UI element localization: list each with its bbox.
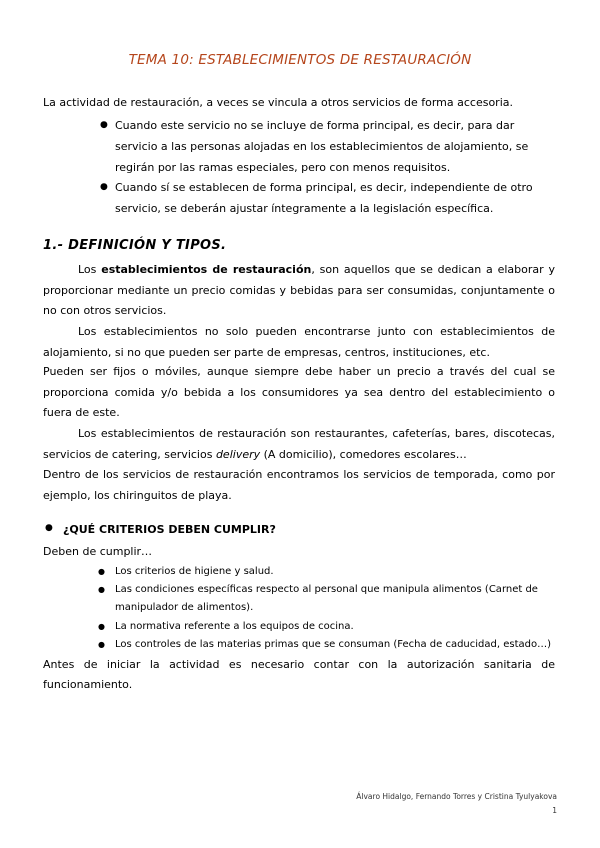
definition-keyword: establecimientos de restauración [101, 263, 312, 276]
closing-paragraph: Antes de iniciar la actividad es necesario contar con la autorización sanitaria de funcionamiento. [43, 658, 555, 691]
definition-text-end: , son aquellos que se dedican a elaborar y proporcionar mediante un precio comidas y bebidas para ser consumidas, conjuntamente o no con otros servicios. [43, 263, 555, 318]
types-text-end: (A domicilio), comedores escolares… [260, 447, 467, 461]
bullet-icon: ● [98, 640, 105, 649]
criteria-item-4: Los controles de las materias primas que se consuman (Fecha de caducidad, estado…) [115, 639, 551, 650]
criteria-item-2: Las condiciones específicas respecto al personal que manipula alimentos (Carnet de manipulador de alimentos). [115, 584, 538, 613]
types-text-start: Los establecimientos de restauración son restaurantes, cafeterías, bares, discotecas, servicios de catering, servicios [43, 427, 555, 461]
section-heading-criterios: ¿QUÉ CRITERIOS DEBEN CUMPLIR? [63, 523, 276, 536]
mobility-paragraph: Pueden ser fijos o móviles, aunque siempre debe haber un precio a través del cual se proporciona comida y/o bebida a los consumidores ya sea dentro del establecimiento o fuera de este. [43, 365, 555, 420]
bullet-icon: ● [98, 567, 105, 576]
page-number: 1 [552, 806, 557, 815]
criteria-item-3: La normativa referente a los equipos de cocina. [115, 621, 354, 632]
bullet-icon: ● [45, 523, 53, 533]
seasonal-paragraph: Dentro de los servicios de restauración encontramos los servicios de temporada, como por ejemplo, los chiringuitos de playa. [43, 468, 555, 502]
document-title: TEMA 10: ESTABLECIMIENTOS DE RESTAURACIÓN [128, 52, 472, 68]
intro-paragraph: La actividad de restauración, a veces se vincula a otros servicios de forma accesoria. [43, 96, 513, 109]
definition-text-start: Los [78, 263, 102, 276]
bullet-icon: ● [98, 585, 105, 594]
bullet-icon: ● [100, 120, 108, 130]
footer-authors: Álvaro Hidalgo, Fernando Torres y Cristina Tyulyakova [356, 792, 557, 801]
definition-paragraph [43, 260, 555, 322]
section-heading-definicion: 1.- DEFINICIÓN Y TIPOS. [43, 238, 227, 253]
types-paragraph [43, 424, 555, 465]
criteria-item-1: Los criterios de higiene y salud. [115, 566, 274, 577]
bullet-icon: ● [100, 182, 108, 192]
intro-bullet-2: Cuando sí se establecen de forma principal, es decir, independiente de otro servicio, se deberán ajustar íntegramente a la legislación específica. [115, 181, 533, 215]
location-paragraph: Los establecimientos no solo pueden encontrarse junto con establecimientos de alojamiento, si no que pueden ser parte de empresas, centros, instituciones, etc. [43, 325, 555, 359]
bullet-icon: ● [98, 622, 105, 631]
intro-bullet-1: Cuando este servicio no se incluye de forma principal, es decir, para dar servicio a las personas alojadas en los establecimientos de alojamiento, se regirán por las ramas especiales, pero con menos requisitos. [115, 119, 529, 174]
types-delivery: delivery [215, 447, 261, 461]
criteria-lead: Deben de cumplir… [43, 545, 153, 558]
